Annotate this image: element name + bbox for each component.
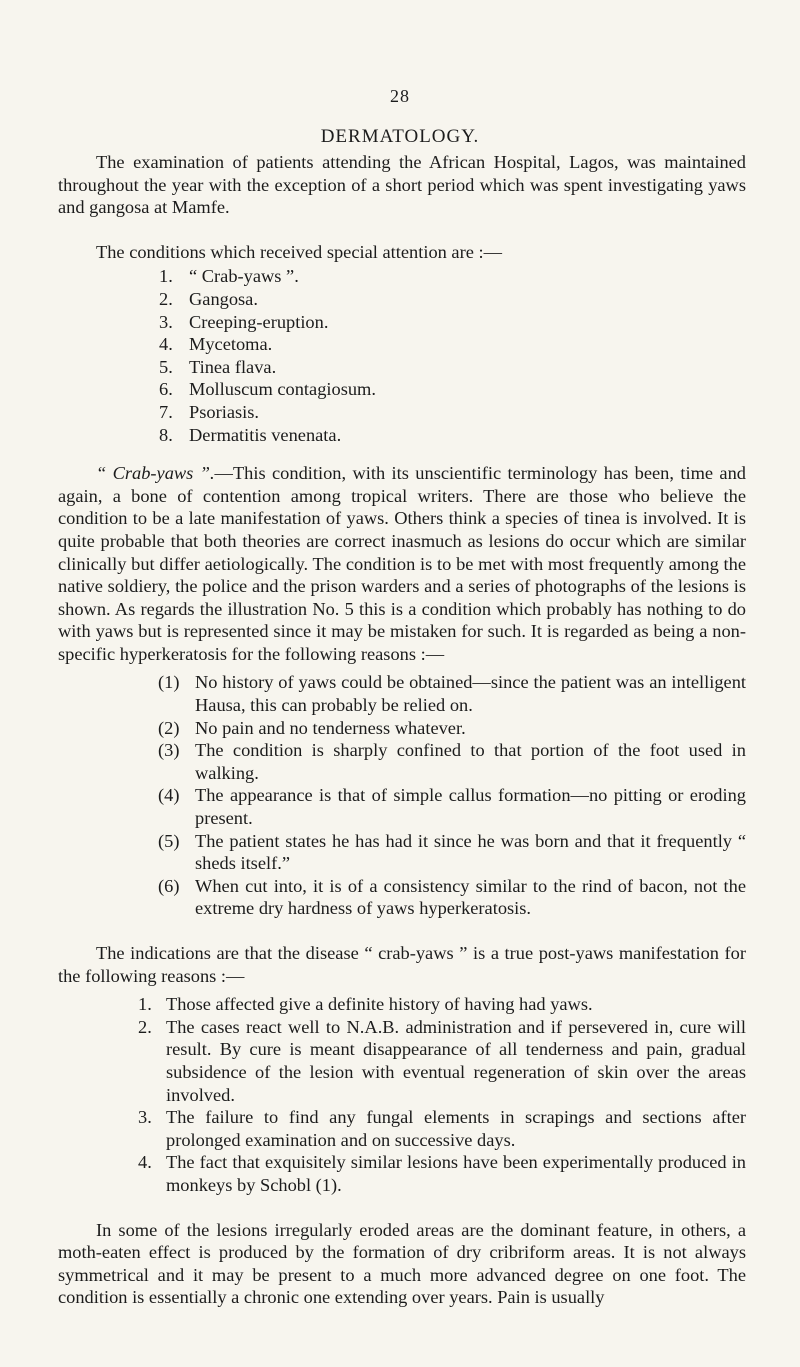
indications-paragraph: The indications are that the disease “ crab-yaws ” is a true post-yaws manifestation for the following reasons :—: [58, 943, 746, 986]
reason-item: (4) The appearance is that of simple callus formation—no pitting or eroding present.: [158, 785, 746, 829]
list-item: 2. Gangosa.: [159, 288, 258, 309]
reason-item: (3) The condition is sharply confined to that portion of the foot used in walking.: [158, 740, 746, 783]
conditions-list: [58, 265, 746, 446]
list-item: 6. Molluscum contagiosum.: [159, 379, 376, 400]
final-paragraph: In some of the lesions irregularly eroded areas are the dominant feature, in others, a moth-eaten effect is produced by the formation of dry cribriform areas. It is not always symmetrical and it may be present to a much more advanced degree on one foot. The condition is essentially a chronic one extending over years. Pain is usually: [58, 1219, 746, 1308]
reason-item: (2) No pain and no tenderness whatever.: [158, 717, 466, 738]
page-number: 28: [390, 86, 410, 106]
document-body: [58, 151, 746, 1309]
crab-yaws-paragraph: “ Crab-yaws ”.—This condition, with its unscientific terminology has been, time and again, a bone of contention among tropical writers. There are those who believe the condition to be a late manifestation of yaws. Others think a species of tinea is involved. It is quite probable that both theories are correct inasmuch as lesions do occur which are similar clinically but differ aetiologically. The condition is to be met with most frequently among the native soldiery, the police and the prison warders and a series of photographs of the lesions is shown. As regards the illustration No. 5 this is a condition which probably has nothing to do with yaws but is represented since it may be mistaken for such. It is regarded as being a non-specific hyperkeratosis for the following reasons :—: [58, 463, 746, 664]
page-title: DERMATOLOGY.: [320, 126, 480, 147]
reason-item: (6) When cut into, it is of a consistency similar to the rind of bacon, not the extreme dry hardness of yaws hyperkeratosis.: [158, 875, 746, 919]
intro-paragraph: The examination of patients attending the African Hospital, Lagos, was maintained throughout the year with the exception of a short period which was spent investigating yaws and gangosa at Mamfe.: [58, 152, 746, 218]
reason-item: (1) No history of yaws could be obtained—since the patient was an intelligent Hausa, this can probably be relied on.: [158, 672, 746, 716]
list-item: 1. “ Crab-yaws ”.: [159, 266, 299, 287]
list-item: 5. Tinea flava.: [159, 356, 277, 377]
indication-item: 3. The failure to find any fungal elements in scrapings and sections after prolonged examination and on successive days.: [138, 1107, 746, 1150]
list-item: 3. Creeping-eruption.: [159, 311, 329, 332]
indication-item: 2. The cases react well to N.A.B. administration and if persevered in, cure will result. By cure is meant disappearance of all tenderness and pain, gradual subsidence of the lesion with eventual regeneration of skin over the areas involved.: [138, 1016, 746, 1105]
list-item: 7. Psoriasis.: [159, 401, 259, 422]
list-item: 8. Dermatitis venenata.: [159, 424, 342, 445]
conditions-intro: The conditions which received special attention are :—: [96, 241, 502, 262]
crab-yaws-heading: “ Crab-yaws ”.: [96, 463, 215, 484]
indication-item: 4. The fact that exquisitely similar lesions have been experimentally produced in monkeys by Schobl (1).: [138, 1152, 746, 1195]
reason-item: (5) The patient states he has had it since he was born and that it frequently “ sheds itself.”: [158, 830, 746, 874]
indication-item: 1. Those affected give a definite history of having had yaws.: [138, 994, 593, 1015]
list-item: 4. Mycetoma.: [159, 334, 273, 355]
